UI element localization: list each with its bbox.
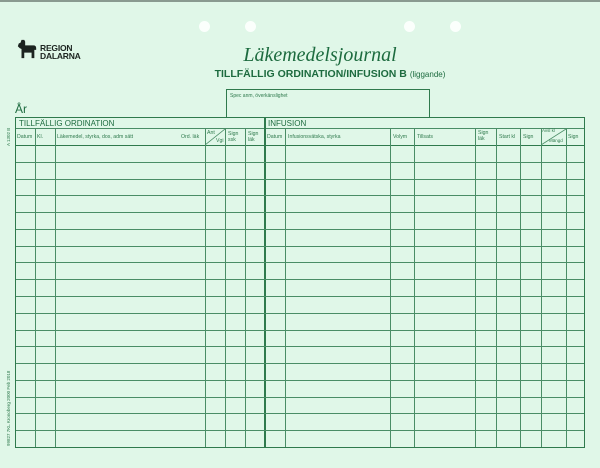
- punch-hole: [404, 21, 415, 32]
- col-header-sign-ssk: Sign ssk: [228, 131, 239, 143]
- col-header-ant: Ant: [207, 130, 215, 136]
- col-header-volym: Volym: [393, 134, 408, 140]
- table-row-line: [16, 430, 584, 431]
- col-header-avsl-kl: Avsl kl: [542, 128, 555, 133]
- year-label: År: [15, 102, 27, 116]
- table-row-line: [16, 262, 584, 263]
- col-line: [225, 128, 226, 447]
- document-subtitle: [0, 68, 600, 80]
- table-row-line: [16, 380, 584, 381]
- subtitle-note: (liggande): [409, 70, 446, 79]
- col-line: [566, 128, 567, 447]
- table-row-line: [16, 397, 584, 398]
- spec-anm-label: Spec anm, överkänslighet: [230, 93, 288, 99]
- col-line: [520, 128, 521, 447]
- col-line: [285, 128, 286, 447]
- col-header-datum: Datum: [17, 134, 33, 140]
- col-line: [245, 128, 246, 447]
- col-header-sign-lak: Sign läk: [248, 131, 259, 143]
- col-line: [205, 128, 206, 447]
- page-top-edge: [0, 0, 600, 2]
- col-header-kl: Kl.: [37, 134, 44, 140]
- col-header-sign-2: Sign: [568, 134, 579, 140]
- col-header-mangd: Mängd: [549, 138, 563, 143]
- document-title: Läkemedelsjournal: [243, 44, 397, 66]
- col-header-ord-lak: Ord. läk: [181, 134, 200, 140]
- col-header-inf-sign-lak: Sign läk: [478, 130, 489, 142]
- spec-anm-field[interactable]: [226, 89, 430, 117]
- table-row-line: [16, 229, 584, 230]
- col-header-start-kl: Start kl: [499, 134, 516, 140]
- col-header-sign: Sign: [523, 134, 534, 140]
- table-row-line: [16, 195, 584, 196]
- logo-line-2: DALARNA: [40, 51, 81, 61]
- journal-grid: [15, 117, 585, 448]
- avsl-mangd-diagonal: [541, 129, 566, 145]
- section-title-infusion: INFUSION: [268, 119, 307, 128]
- table-row-line: [16, 279, 584, 280]
- section-divider: [16, 128, 584, 129]
- table-row-line: [16, 346, 584, 347]
- col-line: [475, 128, 476, 447]
- table-row-line: [16, 413, 584, 414]
- table-row-line: [16, 330, 584, 331]
- header-divider: [16, 145, 584, 146]
- table-row-line: [16, 363, 584, 364]
- table-row-line: [16, 313, 584, 314]
- col-line: [390, 128, 391, 447]
- col-line: [541, 128, 542, 447]
- section-title-ordination: TILLFÄLLIG ORDINATION: [19, 119, 115, 128]
- table-row-line: [16, 162, 584, 163]
- table-row-line: [16, 179, 584, 180]
- table-row-line: [16, 212, 584, 213]
- col-line: [414, 128, 415, 447]
- punch-hole: [450, 21, 461, 32]
- col-header-tillsats: Tillsats: [417, 134, 433, 140]
- punch-hole: [199, 21, 210, 32]
- col-line: [496, 128, 497, 447]
- punch-hole: [245, 21, 256, 32]
- logo-line-1: REGION: [40, 43, 73, 53]
- form-code: A 1302 B: [6, 127, 11, 146]
- col-header-infusionsvatska: Infusionsvätska, styrka: [288, 134, 341, 140]
- col-header-vgi: Vgi: [216, 138, 224, 144]
- table-row-line: [16, 296, 584, 297]
- ant-vgi-diagonal: [205, 129, 225, 145]
- print-info: 99827 7KL Kronoberg 2000 Feb 2018: [6, 370, 11, 446]
- col-line: [55, 128, 56, 447]
- col-header-lakemedel: Läkemedel, styrka, dos, adm sätt: [57, 134, 134, 140]
- col-line: [35, 128, 36, 447]
- col-header-inf-datum: Datum: [267, 134, 283, 140]
- table-row-line: [16, 246, 584, 247]
- subtitle-main: TILLFÄLLIG ORDINATION/INFUSION B: [214, 68, 407, 80]
